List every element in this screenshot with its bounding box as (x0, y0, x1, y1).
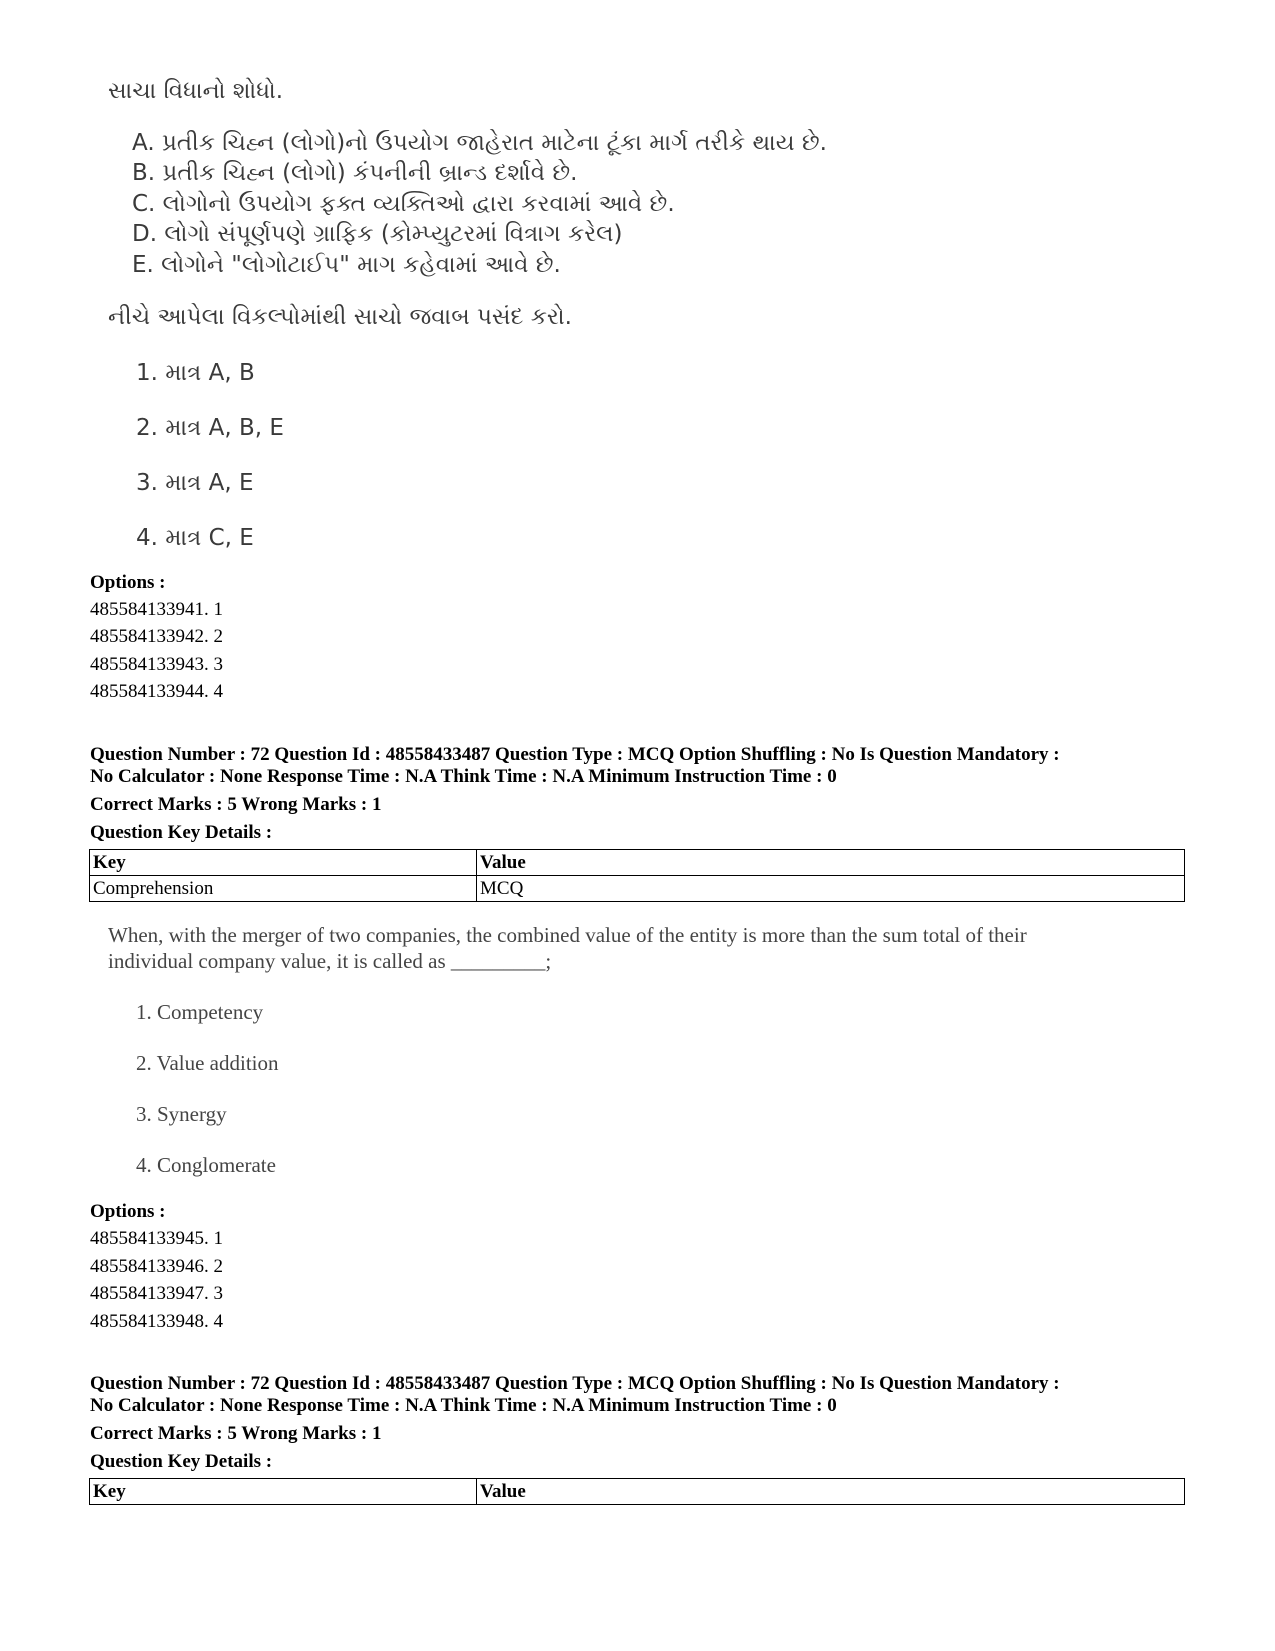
choice-1: 1. માત્ર A, B (136, 360, 255, 386)
key-details-table (89, 849, 1185, 902)
choice-3: 3. Synergy (136, 1102, 227, 1126)
question-meta-line1: Question Number : 72 Question Id : 48558433487 Question Type : MCQ Option Shuffling : No Is Question Mandatory : (90, 1373, 1060, 1394)
statement-b: B. પ્રતીક ચિહ્ન (લોગો) કંપનીની બ્રાન્ડ દર્શાવે છે. (132, 160, 578, 186)
option-id-2: 485584133942. 2 (90, 626, 223, 647)
question-meta-line2: No Calculator : None Response Time : N.A Think Time : N.A Minimum Instruction Time : 0 (90, 766, 837, 787)
option-id-2: 485584133946. 2 (90, 1256, 223, 1277)
table-header-row (90, 850, 1185, 876)
key-details-title: Question Key Details : (90, 822, 273, 843)
table-header-row (90, 1479, 1185, 1505)
option-id-4: 485584133948. 4 (90, 1311, 223, 1332)
options-title: Options : (90, 1201, 166, 1222)
statement-e: E. લોગોને "લોગોટાઈપ" માગ કહેવામાં આવે છે. (132, 252, 561, 278)
choice-2: 2. માત્ર A, B, E (136, 415, 284, 441)
options-title: Options : (90, 572, 166, 593)
choice-2: 2. Value addition (136, 1051, 279, 1075)
option-id-1: 485584133945. 1 (90, 1228, 223, 1249)
question-meta-line2: No Calculator : None Response Time : N.A Think Time : N.A Minimum Instruction Time : 0 (90, 1395, 837, 1416)
table-cell-value: MCQ (477, 876, 1185, 902)
key-details-title: Question Key Details : (90, 1451, 273, 1472)
table-header-value: Value (477, 1479, 1185, 1505)
question-text-line2: individual company value, it is called as _________; (108, 949, 552, 973)
question-intro: સાચા વિધાનો શોધો. (108, 78, 284, 104)
question-meta-line1: Question Number : 72 Question Id : 48558433487 Question Type : MCQ Option Shuffling : No Is Question Mandatory : (90, 744, 1060, 765)
question-instruction: નીચે આપેલા વિકલ્પોમાંથી સાચો જવાબ પસંદ કરો. (108, 304, 572, 330)
statement-c: C. લોગોનો ઉપયોગ ફક્ત વ્યક્તિઓ દ્વારા કરવામાં આવે છે. (132, 191, 675, 217)
table-header-key: Key (90, 1479, 477, 1505)
choice-1: 1. Competency (136, 1000, 264, 1024)
table-cell-key: Comprehension (90, 876, 477, 902)
choice-3: 3. માત્ર A, E (136, 470, 254, 496)
marks-line: Correct Marks : 5 Wrong Marks : 1 (90, 1423, 382, 1444)
choice-4: 4. માત્ર C, E (136, 525, 254, 551)
marks-line: Correct Marks : 5 Wrong Marks : 1 (90, 794, 382, 815)
option-id-1: 485584133941. 1 (90, 599, 223, 620)
choice-4: 4. Conglomerate (136, 1153, 276, 1177)
option-id-4: 485584133944. 4 (90, 681, 223, 702)
option-id-3: 485584133943. 3 (90, 654, 223, 675)
key-details-table (89, 1478, 1185, 1505)
statement-a: A. પ્રતીક ચિહ્ન (લોગો)નો ઉપયોગ જાહેરાત માટેના ટૂંકા માર્ગ તરીકે થાય છે. (132, 130, 827, 156)
table-header-key: Key (90, 850, 477, 876)
table-row (90, 876, 1185, 902)
table-header-value: Value (477, 850, 1185, 876)
question-text-line1: When, with the merger of two companies, the combined value of the entity is more than the sum total of their (108, 923, 1027, 947)
statement-d: D. લોગો સંપૂર્ણપણે ગ્રાફિક (કોમ્પ્યુટરમાં વિત્રાગ કરેલ) (132, 221, 623, 247)
option-id-3: 485584133947. 3 (90, 1283, 223, 1304)
